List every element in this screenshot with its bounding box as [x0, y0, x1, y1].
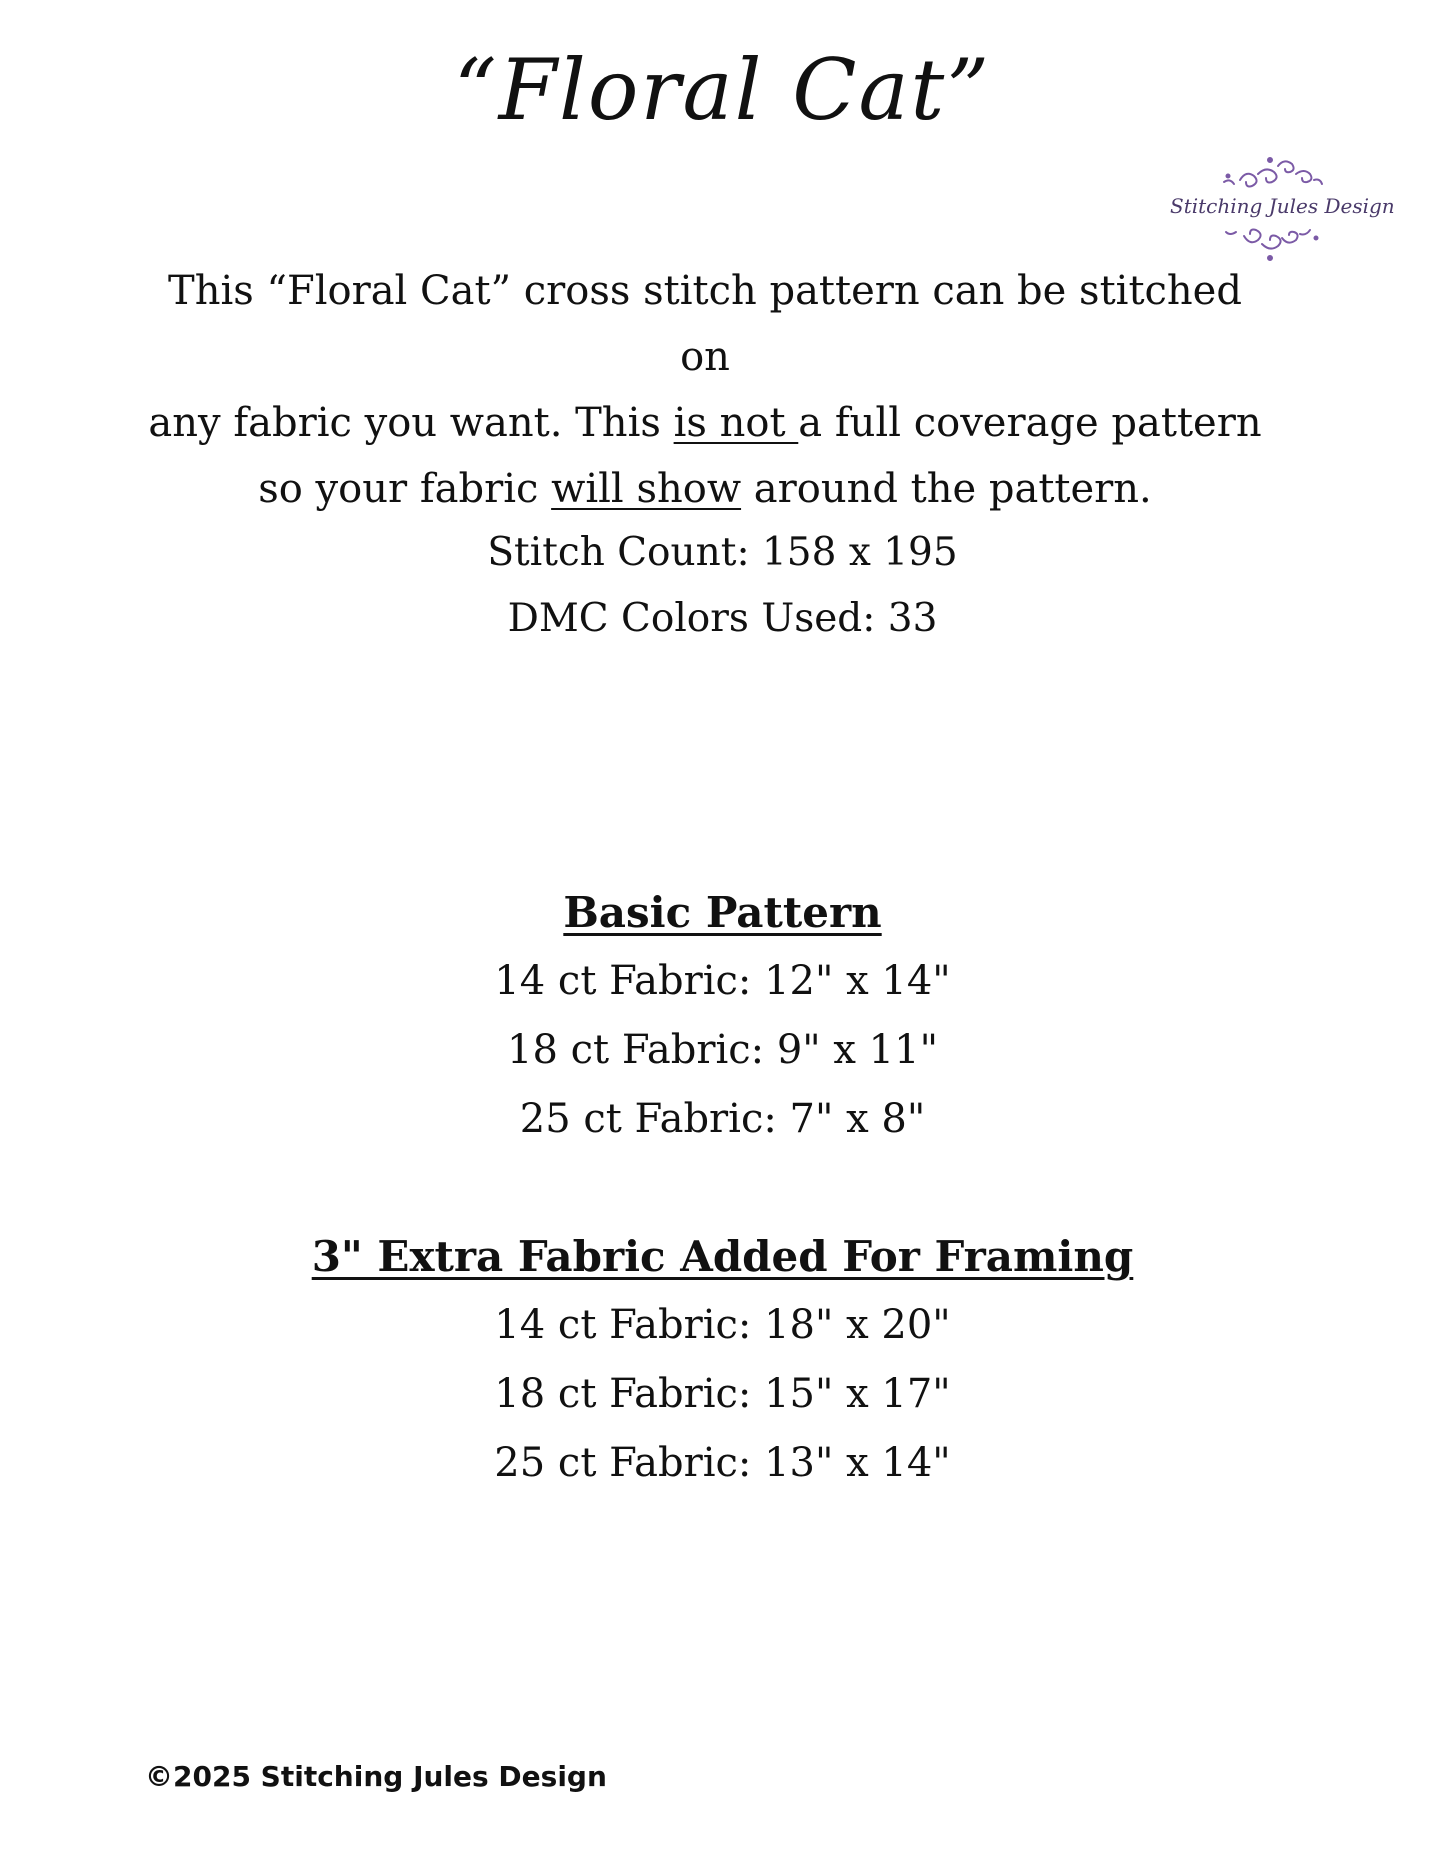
brand-logo	[1170, 152, 1395, 272]
intro-line-3	[140, 456, 1270, 522]
framing-section	[0, 1222, 1445, 1498]
dmc-colors-used: DMC Colors Used: 33	[507, 596, 938, 641]
logo-text: Stitching Jules Design	[1170, 194, 1395, 218]
basic-pattern-section	[0, 878, 1445, 1154]
intro-line-2-end: a full coverage pattern	[798, 400, 1262, 446]
intro-line-3-start: so your fabric	[258, 466, 552, 512]
copyright-footer: ©2025 Stitching Jules Design	[145, 1760, 607, 1793]
intro-line-1: This “Floral Cat” cross stitch pattern can be stitched on	[168, 268, 1242, 380]
fabric-size-row: 18 ct Fabric: 15" x 17"	[494, 1371, 951, 1417]
fabric-size-row: 14 ct Fabric: 18" x 20"	[494, 1302, 951, 1348]
basic-pattern-heading: Basic Pattern	[563, 888, 882, 937]
fabric-size-row: 14 ct Fabric: 12" x 14"	[494, 958, 951, 1004]
intro-paragraph	[140, 258, 1270, 522]
fabric-size-row: 25 ct Fabric: 7" x 8"	[519, 1096, 926, 1142]
pattern-stats	[0, 520, 1445, 652]
emphasis-will-show: will show	[551, 466, 742, 512]
intro-line-2-start: any fabric you want. This	[148, 400, 674, 446]
emphasis-is-not: is not	[673, 400, 799, 446]
intro-line-2	[140, 390, 1270, 456]
framing-heading: 3" Extra Fabric Added For Framing	[311, 1232, 1134, 1281]
page-title: “Floral Cat”	[453, 41, 992, 139]
stitch-count: Stitch Count: 158 x 195	[487, 530, 958, 575]
intro-line-3-end: around the pattern.	[741, 466, 1152, 512]
fabric-size-row: 18 ct Fabric: 9" x 11"	[507, 1027, 938, 1073]
fabric-size-row: 25 ct Fabric: 13" x 14"	[494, 1440, 951, 1486]
